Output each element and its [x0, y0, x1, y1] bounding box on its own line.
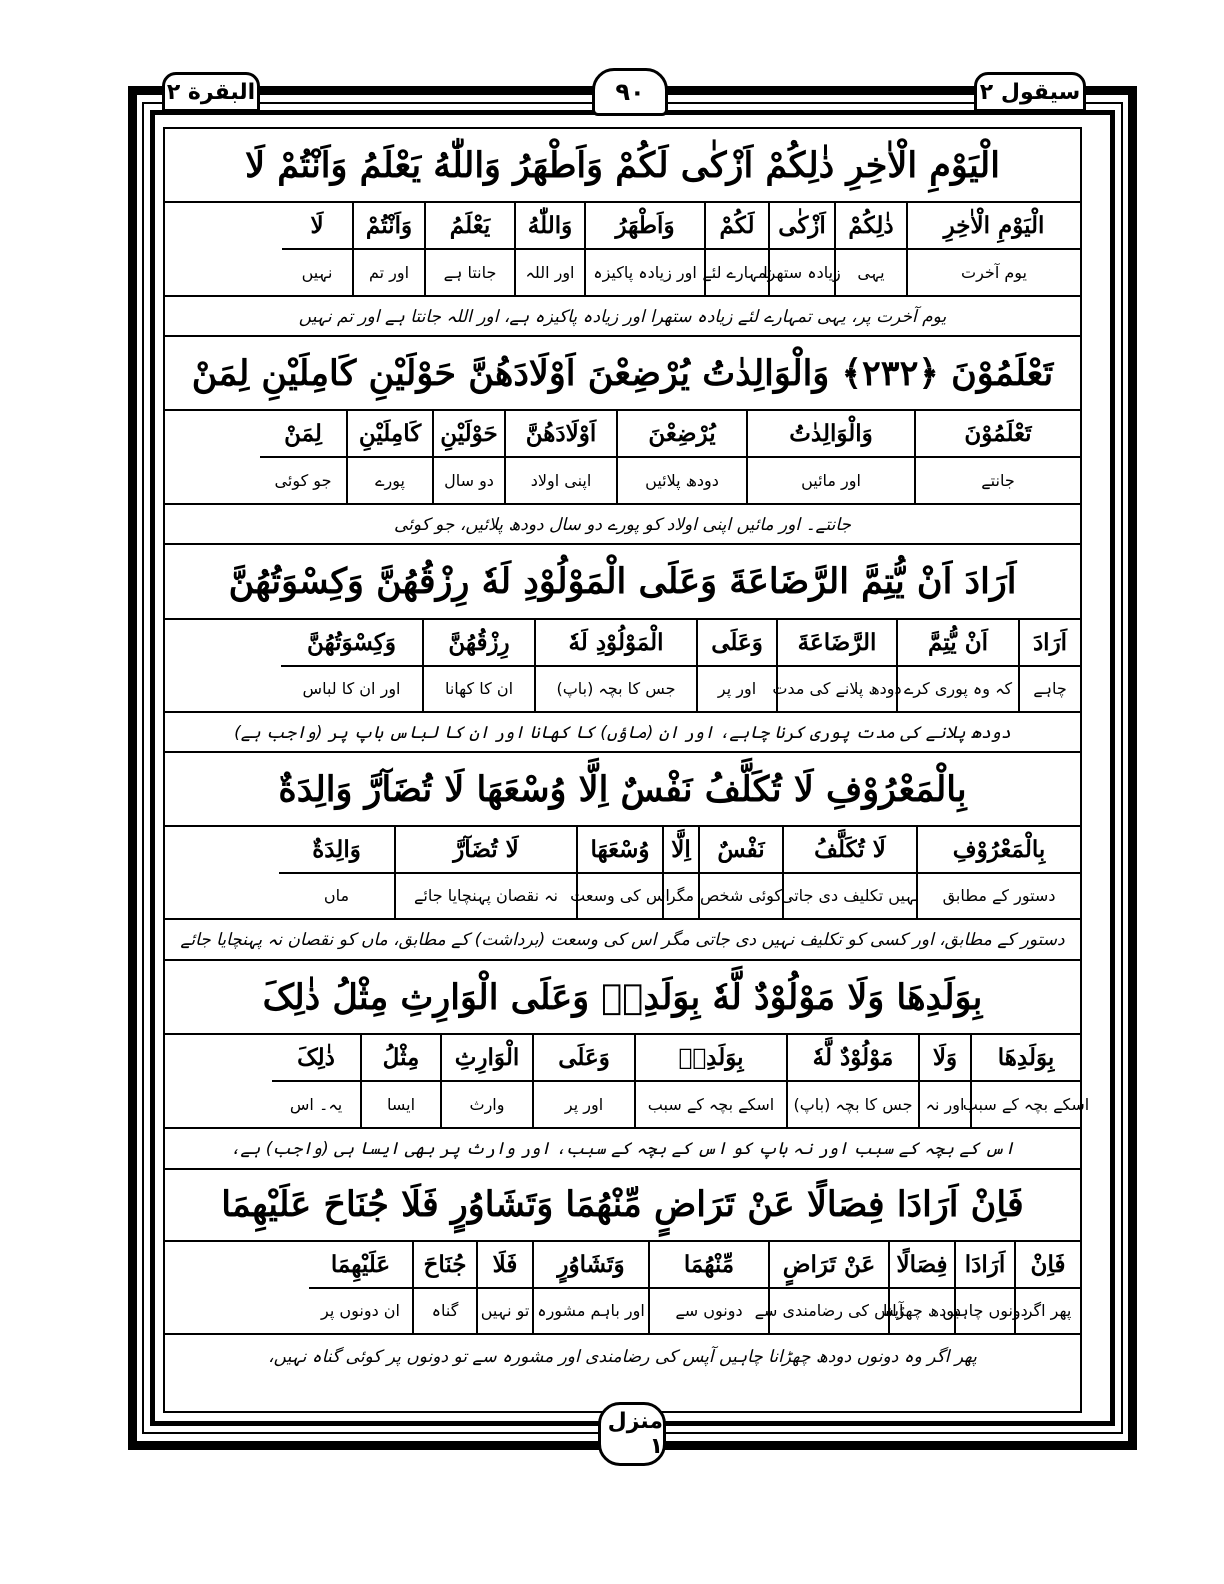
arabic-word: لَا تُضَآرَّ: [396, 827, 576, 874]
word-cell: [360, 1035, 440, 1127]
arabic-word: وَلَا: [920, 1035, 970, 1082]
word-cell: [346, 411, 432, 503]
word-cell: [532, 1035, 634, 1127]
arabic-word: الْمَوْلُوْدِ لَهٗ: [536, 620, 696, 667]
arabic-word: لِمَنْ: [260, 411, 346, 458]
word-cell: [772, 620, 902, 711]
para-name-tab: سیقول ٢: [974, 72, 1086, 112]
word-cell: [786, 1035, 918, 1127]
word-by-word-grid: [165, 620, 1080, 713]
urdu-meaning: تمہارے لئے: [702, 263, 772, 282]
arabic-word: حَوْلَیْنِ: [434, 411, 504, 458]
verse-line: بِالْمَعْرُوْفِ لَا تُکَلَّفُ نَفْسٌ اِلَّا وُسْعَهَا لَا تُضَآرَّ وَالِدَةٌ: [165, 753, 1080, 827]
arabic-word: وَاَطْهَرُ: [586, 203, 704, 250]
word-cell: [281, 620, 422, 711]
arabic-word: وَالْوَالِدٰتُ: [748, 411, 914, 458]
urdu-meaning: دودھ پلائیں: [645, 471, 719, 490]
verse-line: بِوَلَدِهَا وَلَا مَوْلُوْدٌ لَّهٗ بِوَلَدِهٖ وَعَلَی الْوَارِثِ مِثْلُ ذٰلِکَ: [165, 961, 1080, 1035]
arabic-word: مِّنْهُمَا: [650, 1242, 768, 1289]
word-cell: [696, 620, 776, 711]
urdu-meaning: دونوں سے: [675, 1301, 743, 1321]
word-cell: [698, 827, 782, 918]
word-cell: [584, 203, 704, 295]
arabic-word: وَاللّٰهُ: [516, 203, 584, 250]
urdu-translation-line: دودھ پلانے کی مدت پوری کرنا چاہے، اور ان (ماؤں) کا کھانا اور ان کا لباس باپ پر (واجب ہے): [165, 713, 1080, 753]
arabic-word: عَلَیْهِمَا: [309, 1242, 412, 1289]
word-cell: [702, 203, 772, 295]
arabic-word: الرَّضَاعَةَ: [778, 620, 896, 667]
word-cell: [570, 827, 670, 918]
word-cell: [272, 1035, 360, 1127]
urdu-meaning: ان کا کھانا: [444, 679, 514, 699]
manzil-badge: منزل ١: [598, 1402, 666, 1466]
urdu-meaning: جانتا ہے: [443, 263, 497, 282]
word-cell: [440, 1035, 532, 1127]
urdu-meaning: وارث: [469, 1095, 505, 1114]
arabic-word: اَرَادَا: [956, 1242, 1014, 1289]
arabic-word: وُسْعَهَا: [578, 827, 662, 874]
word-cell: [279, 827, 394, 918]
arabic-word: نَفْسٌ: [700, 827, 782, 874]
urdu-meaning: اور تم: [368, 263, 410, 282]
urdu-meaning: پورے: [375, 471, 405, 490]
word-cell: [412, 1242, 476, 1333]
urdu-meaning: اور نہ: [925, 1095, 965, 1114]
urdu-translation-line: اس کے بچہ کے سبب اور نہ باپ کو اس کے بچہ کے سبب، اور وارث پر بھی ایسا ہی (واجب) ہے،: [165, 1129, 1080, 1170]
urdu-meaning: چاہے: [1033, 679, 1067, 699]
urdu-meaning: اور ان کا لباس: [302, 679, 401, 699]
urdu-meaning: زیادہ ستھرا: [763, 263, 841, 282]
word-cell: [532, 1242, 648, 1333]
urdu-translation-line: دستور کے مطابق، اور کسی کو تکلیف نہیں دی جاتی مگر اس کی وسعت (برداشت) کے مطابق، ماں کو نقصان نہ پہنچایا جائے: [165, 920, 1080, 961]
urdu-meaning: یوم آخرت: [961, 263, 1027, 282]
word-cell: [746, 411, 914, 503]
arabic-word: ذٰلِکَ: [272, 1035, 360, 1082]
word-cell: [780, 827, 920, 918]
urdu-meaning: جانتے: [981, 471, 1015, 490]
urdu-meaning: گناہ: [431, 1301, 459, 1321]
page-number: ٩٠: [592, 68, 668, 116]
arabic-word: کَامِلَیْنِ: [348, 411, 432, 458]
urdu-meaning: نہ نقصان پہنچایا جائے: [414, 886, 558, 906]
arabic-word: وَعَلَی: [534, 1035, 634, 1082]
word-cell: [514, 203, 584, 295]
urdu-translation-line: یوم آخرت پر، یہی تمہارے لئے زیادہ ستھرا اور زیادہ پاکیزہ ہے، اور اللہ جانتا ہے اور تم نہیں: [165, 297, 1080, 337]
arabic-word: بِالْمَعْرُوْفِ: [918, 827, 1080, 874]
urdu-meaning: مگر: [667, 886, 695, 906]
urdu-meaning: کہ وہ پوری کرے: [903, 679, 1013, 699]
arabic-word: یَعْلَمُ: [426, 203, 514, 250]
verse-line: تَعْلَمُوْنَ ﴿٢٣٢﴾ وَالْوَالِدٰتُ یُرْضِعْنَ اَوْلَادَهُنَّ حَوْلَیْنِ کَامِلَیْنِ لِمَنْ: [165, 337, 1080, 411]
word-cell: [906, 203, 1080, 295]
arabic-word: جُنَاحَ: [414, 1242, 476, 1289]
urdu-meaning: اور پر: [564, 1095, 604, 1114]
arabic-word: فَاِنْ: [1016, 1242, 1080, 1289]
word-cell: [424, 203, 514, 295]
arabic-word: الْیَوْمِ الْاٰخِرِ: [908, 203, 1080, 250]
word-cell: [616, 411, 746, 503]
word-cell: [916, 827, 1080, 918]
verse-line: فَاِنْ اَرَادَا فِصَالًا عَنْ تَرَاضٍ مِّنْهُمَا وَتَشَاوُرٍ فَلَا جُنَاحَ عَلَیْهِمَا: [165, 1168, 1080, 1242]
arabic-word: مَوْلُوْدٌ لَّهٗ: [788, 1035, 918, 1082]
urdu-meaning: ماں: [323, 886, 350, 906]
urdu-translation-line: جانتے۔ اور مائیں اپنی اولاد کو پورے دو سال دودھ پلائیں، جو کوئی: [165, 505, 1080, 545]
urdu-meaning: دستور کے مطابق: [942, 886, 1056, 906]
urdu-meaning: ان دونوں پر: [321, 1301, 400, 1321]
word-cell: [634, 1035, 786, 1127]
word-cell: [918, 1035, 970, 1127]
urdu-translation-line: پھر اگر وہ دونوں دودھ چھڑانا چاہیں آپس کی رضامندی اور مشورہ سے تو دونوں پر کوئی گناہ نہیں،: [268, 1347, 977, 1367]
urdu-meaning: دودھ چھڑانا: [882, 1301, 962, 1321]
urdu-meaning: نہیں: [301, 263, 333, 282]
arabic-word: لَکُمْ: [706, 203, 768, 250]
word-cell: [476, 1242, 532, 1333]
word-cell: [534, 620, 696, 711]
word-cell: [282, 203, 352, 295]
word-cell: [896, 620, 1018, 711]
arabic-word: فِصَالًا: [890, 1242, 954, 1289]
urdu-meaning: یہ۔ اس: [289, 1095, 343, 1114]
surah-name-tab: البقرة ٢: [162, 72, 260, 112]
word-by-word-grid: [165, 411, 1080, 505]
arabic-word: وَاَنْتُمْ: [354, 203, 424, 250]
urdu-meaning: تو نہیں: [480, 1301, 530, 1321]
word-cell: [648, 1242, 768, 1333]
arabic-word: رِزْقُهُنَّ: [424, 620, 534, 667]
urdu-meaning: اور زیادہ پاکیزہ: [593, 263, 697, 282]
arabic-word: فَلَا: [478, 1242, 532, 1289]
urdu-meaning: جو کوئی: [274, 471, 332, 490]
arabic-word: بِوَلَدِهٖ: [636, 1035, 786, 1082]
arabic-word: اَوْلَادَهُنَّ: [506, 411, 616, 458]
arabic-word: یُرْضِعْنَ: [618, 411, 746, 458]
urdu-meaning: دونوں چاہیں: [942, 1301, 1028, 1321]
word-by-word-grid: [165, 1035, 1090, 1129]
word-cell: [260, 411, 346, 503]
urdu-meaning: اور مائیں: [801, 471, 861, 490]
arabic-word: لَا: [282, 203, 352, 250]
word-by-word-grid: [165, 203, 1080, 297]
arabic-word: عَنْ تَرَاضٍ: [770, 1242, 888, 1289]
word-cell: [834, 203, 906, 295]
urdu-meaning: نہیں تکلیف دی جاتی: [780, 886, 920, 906]
urdu-meaning: اور باہم مشورہ: [537, 1301, 645, 1321]
word-cell: [754, 1242, 904, 1333]
word-cell: [394, 827, 576, 918]
arabic-word: اَرَادَ: [1020, 620, 1080, 667]
urdu-meaning: دودھ پلانے کی مدت: [772, 679, 902, 699]
verse-line: الْیَوْمِ الْاٰخِرِ ذٰلِکُمْ اَزْکٰی لَکُمْ وَاَطْهَرُ وَاللّٰهُ یَعْلَمُ وَاَنْتُمْ لَا: [165, 129, 1080, 203]
urdu-meaning: دو سال: [444, 471, 494, 490]
urdu-meaning: پھر اگر: [1024, 1301, 1072, 1321]
urdu-meaning: کوئی شخص: [699, 886, 783, 906]
arabic-word: ذٰلِکُمْ: [836, 203, 906, 250]
word-cell: [763, 203, 841, 295]
urdu-meaning: جس کا بچہ (باپ): [556, 679, 676, 699]
word-cell: [1018, 620, 1080, 711]
arabic-word: بِوَلَدِهَا: [972, 1035, 1080, 1082]
word-cell: [309, 1242, 412, 1333]
arabic-word: مِثْلُ: [362, 1035, 440, 1082]
word-cell: [962, 1035, 1090, 1127]
arabic-word: اِلَّا: [664, 827, 698, 874]
urdu-meaning: اسکے بچہ کے سبب: [647, 1095, 775, 1114]
word-cell: [914, 411, 1080, 503]
arabic-word: وَعَلَی: [698, 620, 776, 667]
urdu-meaning: آپس کی رضامندی سے: [754, 1301, 904, 1321]
word-by-word-grid: [165, 827, 1080, 920]
urdu-meaning: اس کی وسعت: [570, 886, 670, 906]
page-content: [163, 127, 1090, 1413]
word-cell: [942, 1242, 1028, 1333]
arabic-word: تَعْلَمُوْنَ: [916, 411, 1080, 458]
word-cell: [432, 411, 504, 503]
arabic-word: وَکِسْوَتُهُنَّ: [281, 620, 422, 667]
word-cell: [504, 411, 616, 503]
urdu-meaning: اسکے بچہ کے سبب: [962, 1095, 1090, 1114]
urdu-meaning: ایسا: [386, 1095, 416, 1114]
urdu-meaning: جس کا بچہ (باپ): [793, 1095, 913, 1114]
urdu-meaning: یہی: [857, 263, 885, 282]
word-cell: [422, 620, 534, 711]
arabic-word: اَزْکٰی: [770, 203, 834, 250]
word-cell: [352, 203, 424, 295]
word-by-word-grid: [165, 1242, 1080, 1335]
arabic-word: اَنْ یُّتِمَّ: [898, 620, 1018, 667]
arabic-word: لَا تُکَلَّفُ: [784, 827, 916, 874]
arabic-word: وَتَشَاوُرٍ: [534, 1242, 648, 1289]
verse-line: اَرَادَ اَنْ یُّتِمَّ الرَّضَاعَةَ وَعَلَی الْمَوْلُوْدِ لَهٗ رِزْقُهُنَّ وَکِسْوَتُهُنَّ: [165, 545, 1080, 620]
arabic-word: وَالِدَةٌ: [279, 827, 394, 874]
arabic-word: الْوَارِثِ: [442, 1035, 532, 1082]
urdu-meaning: اور پر: [717, 679, 757, 699]
urdu-meaning: اپنی اولاد: [530, 471, 592, 490]
urdu-meaning: اور اللہ: [525, 263, 575, 282]
